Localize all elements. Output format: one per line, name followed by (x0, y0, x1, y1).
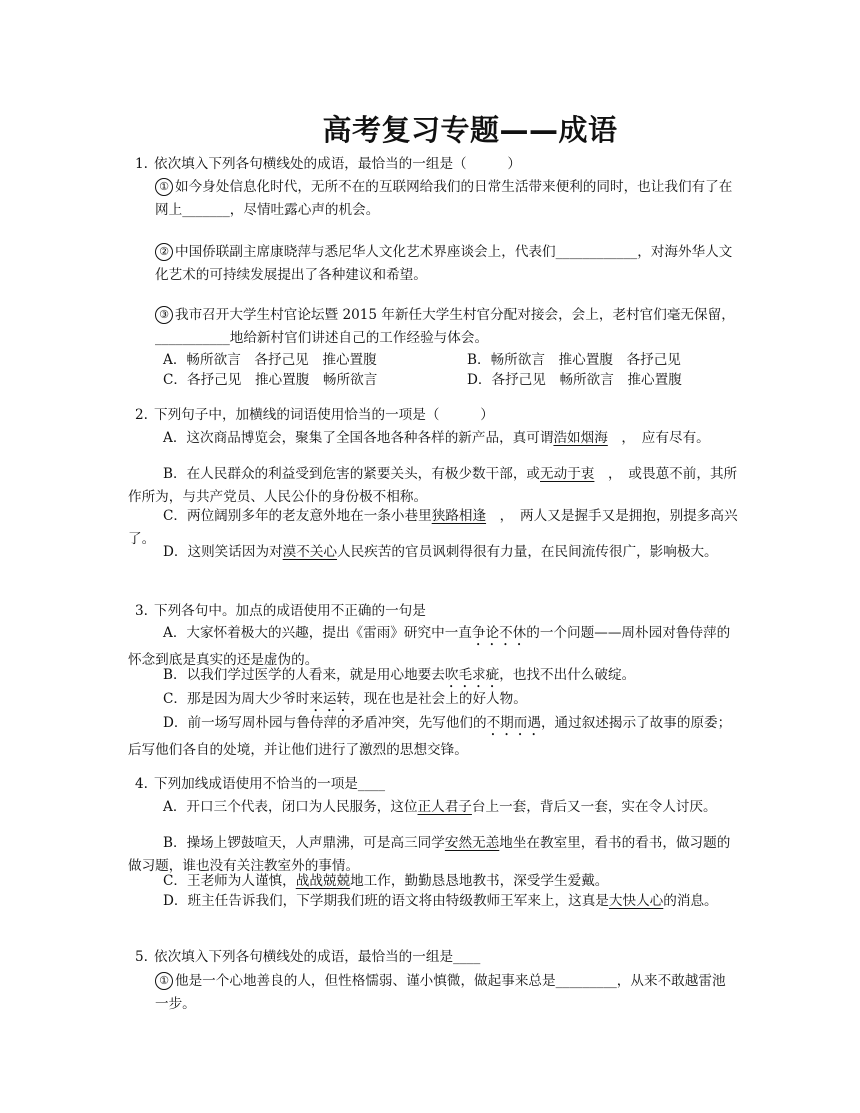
question-2-option-d (128, 541, 740, 564)
option-text: A．大家怀着极大的兴趣，提出《雷雨》研究中一直 (163, 625, 472, 641)
question-1-sentence-1 (155, 176, 739, 222)
option-text: A．开口三个代表，闭口为人民服务，这位 (163, 799, 418, 815)
sentence-text: ，从来不敢越雷池一步。 (155, 973, 726, 1012)
question-number: 3. (135, 603, 148, 619)
question-5-stem (128, 946, 480, 969)
option-text: ， 或畏葸不前，其所作所为，与共产党员、人民公仆的身份极不相称。 (128, 466, 738, 505)
sentence-text: ，尽情吐露心声的机会。 (229, 202, 380, 218)
blank: ____ (453, 949, 481, 965)
option-text: 地坐在教室里，看书的看书，做习题的做习题，谁也没有关注教室外的事情。 (128, 835, 731, 874)
option-text: B．操场上锣鼓喧天，人声鼎沸，可是高三同学 (163, 835, 445, 851)
sentence-text: 如今身处信息化时代，无所不在的互联网给我们的日常生活带来便利的同时，也让我们有了在网上 (155, 179, 733, 218)
blank: ___________ (155, 330, 230, 346)
question-2-option-a (128, 427, 740, 450)
dotted-idiom: 不期而遇 (486, 715, 541, 731)
option-text: 的消息。 (663, 893, 718, 909)
question-number: 5. (135, 949, 148, 965)
question-text: 下列各句中。加点的成语使用不正确的一句是 (154, 603, 426, 619)
blank: ____________ (555, 244, 638, 260)
option-text: ，现在也是社会上的好人物。 (350, 691, 527, 707)
sentence-text: 我市召开大学生村官论坛暨 2015 年新任大学生村官分配对接会，会上，老村官们毫无保留， (175, 307, 735, 323)
option-text: 地工作，勤勤恳恳地教书，深受学生爱戴。 (350, 873, 609, 889)
underlined-idiom: 漠不关心 (282, 544, 338, 560)
dotted-idiom: 吹毛求疵 (444, 667, 500, 683)
option-text: D．这则笑话因为对 (163, 544, 283, 560)
circled-number-2: ② (155, 243, 173, 261)
underlined-idiom: 狭路相逢 (431, 508, 487, 524)
option-text: 的一个问题——周朴园对鲁侍萍的怀念到底是真实的还是虚伪的。 (128, 625, 731, 668)
dotted-idiom: 来运转 (309, 691, 351, 707)
sentence-text: ，对海外华人文化艺术的可持续发展提出了各种建议和希望。 (155, 244, 733, 283)
underlined-idiom: 正人君子 (417, 799, 472, 815)
option-text: C．那是因为周大少爷时 (163, 691, 310, 707)
option-text: B．以我们学过医学的人看来，就是用心地要去 (163, 667, 445, 683)
question-text: 依次填入下列各句横线处的成语，最恰当的一组是 (154, 949, 454, 965)
underlined-idiom: 战战兢兢 (295, 873, 351, 889)
question-3-option-d (128, 712, 740, 762)
option-c: C．各抒己见 推心置腹 畅所欲言 (163, 372, 378, 388)
blank: _________ (555, 973, 617, 989)
option-text: ，也找不出什么破绽。 (499, 667, 636, 683)
circled-number-1: ① (155, 178, 173, 196)
underlined-idiom: 浩如烟海 (553, 430, 608, 446)
question-4-stem (128, 773, 385, 796)
option-text: ，通过叙述揭示了故事的原委；后写他们各自的处境，并让他们进行了激烈的思想交锋。 (128, 715, 732, 758)
circled-number-3: ③ (155, 306, 173, 324)
circled-number-1: ① (155, 972, 173, 990)
option-text: C．两位阔别多年的老友意外地在一条小巷里 (163, 508, 432, 524)
underlined-idiom: 安然无恙 (444, 835, 500, 851)
question-text: 下列加线成语使用不恰当的一项是 (154, 776, 358, 792)
option-text: D．前一场写周朴园与鲁侍萍的矛盾冲突，先写他们的 (163, 715, 487, 731)
question-3-stem (128, 600, 426, 623)
question-4-option-d (128, 890, 740, 913)
option-text: A．这次商品博览会，聚集了全国各地各种各样的新产品，真可谓 (163, 430, 554, 446)
question-number: 2. (135, 407, 148, 423)
question-number: 4. (135, 776, 148, 792)
dotted-idiom: 争论不休 (471, 625, 527, 641)
question-number: 1. (135, 156, 148, 172)
question-text: 下列句子中，加横线的词语使用恰当的一项是（ ） (154, 407, 494, 423)
question-1-sentence-2 (155, 241, 739, 287)
question-1-sentence-3 (155, 304, 739, 350)
option-text: 台上一套，背后又一套，实在令人讨厌。 (471, 799, 717, 815)
question-4-option-a (128, 796, 740, 819)
option-b: B．畅所欲言 推心置腹 各抒己见 (467, 352, 681, 368)
page-title: 高考复习专题——成语 (322, 113, 618, 147)
option-a: A．畅所欲言 各抒己见 推心置腹 (163, 352, 377, 368)
question-2-stem (128, 404, 494, 427)
question-3-option-b (128, 664, 740, 691)
sentence-text: 他是一个心地善良的人，但性格懦弱、谨小慎微，做起事来总是 (175, 973, 556, 989)
option-text: 人民疾苦的官员讽刺得很有力量，在民间流传很广，影响极大。 (337, 544, 718, 560)
option-text: ， 两人又是握手又是拥抱，别提多高兴了。 (128, 508, 738, 547)
option-text: B．在人民群众的利益受到危害的紧要关头，有极少数干部，或 (163, 466, 541, 482)
question-1-stem (128, 153, 521, 176)
underlined-idiom: 大快人心 (608, 893, 664, 909)
question-5-sentence-1 (155, 970, 739, 1016)
option-d: D．各抒己见 畅所欲言 推心置腹 (467, 372, 682, 388)
blank: ____ (357, 776, 386, 792)
question-text: 依次填入下列各句横线处的成语，最恰当的一组是（ ） (154, 156, 522, 172)
option-text: D．班主任告诉我们，下学期我们班的语文将由特级教师王军来上，这真是 (163, 893, 609, 909)
question-2-option-b (128, 463, 740, 509)
sentence-text: 地给新村官们讲述自己的工作经验与体会。 (229, 330, 489, 346)
underlined-idiom: 无动于衷 (540, 466, 595, 482)
question-3-option-c (128, 688, 740, 715)
sentence-text: 中国侨联副主席康晓萍与悉尼华人文化艺术界座谈会上，代表们 (175, 244, 556, 260)
option-text: C．王老师为人谨慎， (163, 873, 296, 889)
blank: _______ (182, 202, 230, 218)
option-text: ， 应有尽有。 (607, 430, 710, 446)
